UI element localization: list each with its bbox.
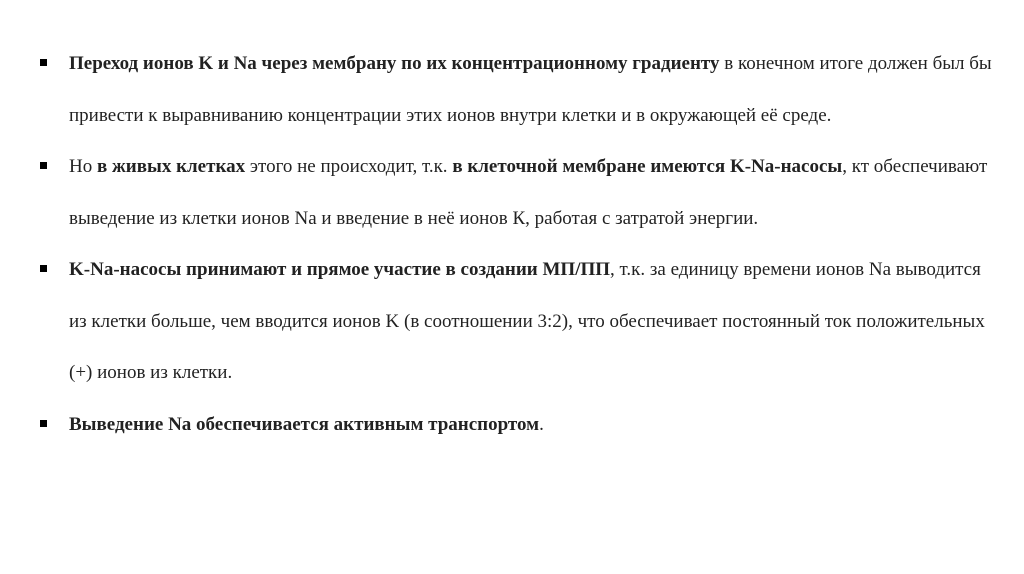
bullet-2-text-end: , кт обеспечивают выведение из клетки ионов Na и введение в неё ионов К, работая с затратой энергии. (69, 156, 988, 229)
bullet-4-bold-text: Выведение Na обеспечивается активным транспортом (69, 413, 540, 435)
bullet-2-bold-living-cells: в живых клетках (96, 156, 246, 177)
bullet-2-text-start: Но (69, 156, 97, 177)
bullet-square-icon (40, 265, 47, 272)
bullet-2-text-middle: этого не происходит, т.к. (245, 156, 453, 177)
bullet-item-1 (40, 38, 1000, 141)
bullet-square-icon (40, 59, 47, 66)
bullet-3-text: , т.к. за единицу времени ионов Na выводится из клетки больше, чем вводится ионов K (в соотношении 3:2), что обеспечивает постоянный ток положительных (+) ионов из клетки. (69, 259, 985, 383)
bullet-1-bold-text: Переход ионов K и Na через мембрану по их концентрационному градиенту (69, 53, 720, 74)
bullet-square-icon (40, 162, 47, 169)
bullet-3-bold-text: K-Na-насосы принимают и прямое участие в создании МП/ПП (69, 259, 611, 280)
bullet-item-2 (40, 141, 1000, 244)
bullet-item-4 (40, 399, 1000, 451)
bullet-list (40, 38, 1000, 450)
bullet-item-3 (40, 244, 1000, 399)
bullet-2-bold-pumps: в клеточной мембране имеются K-Na-насосы (452, 156, 843, 177)
bullet-1-text: в конечном итоге должен был бы привести к выравниванию концентрации этих ионов внутри клетки и в окружающей её среде. (69, 53, 992, 126)
bullet-square-icon (40, 420, 47, 427)
bullet-4-text: . (539, 413, 544, 435)
